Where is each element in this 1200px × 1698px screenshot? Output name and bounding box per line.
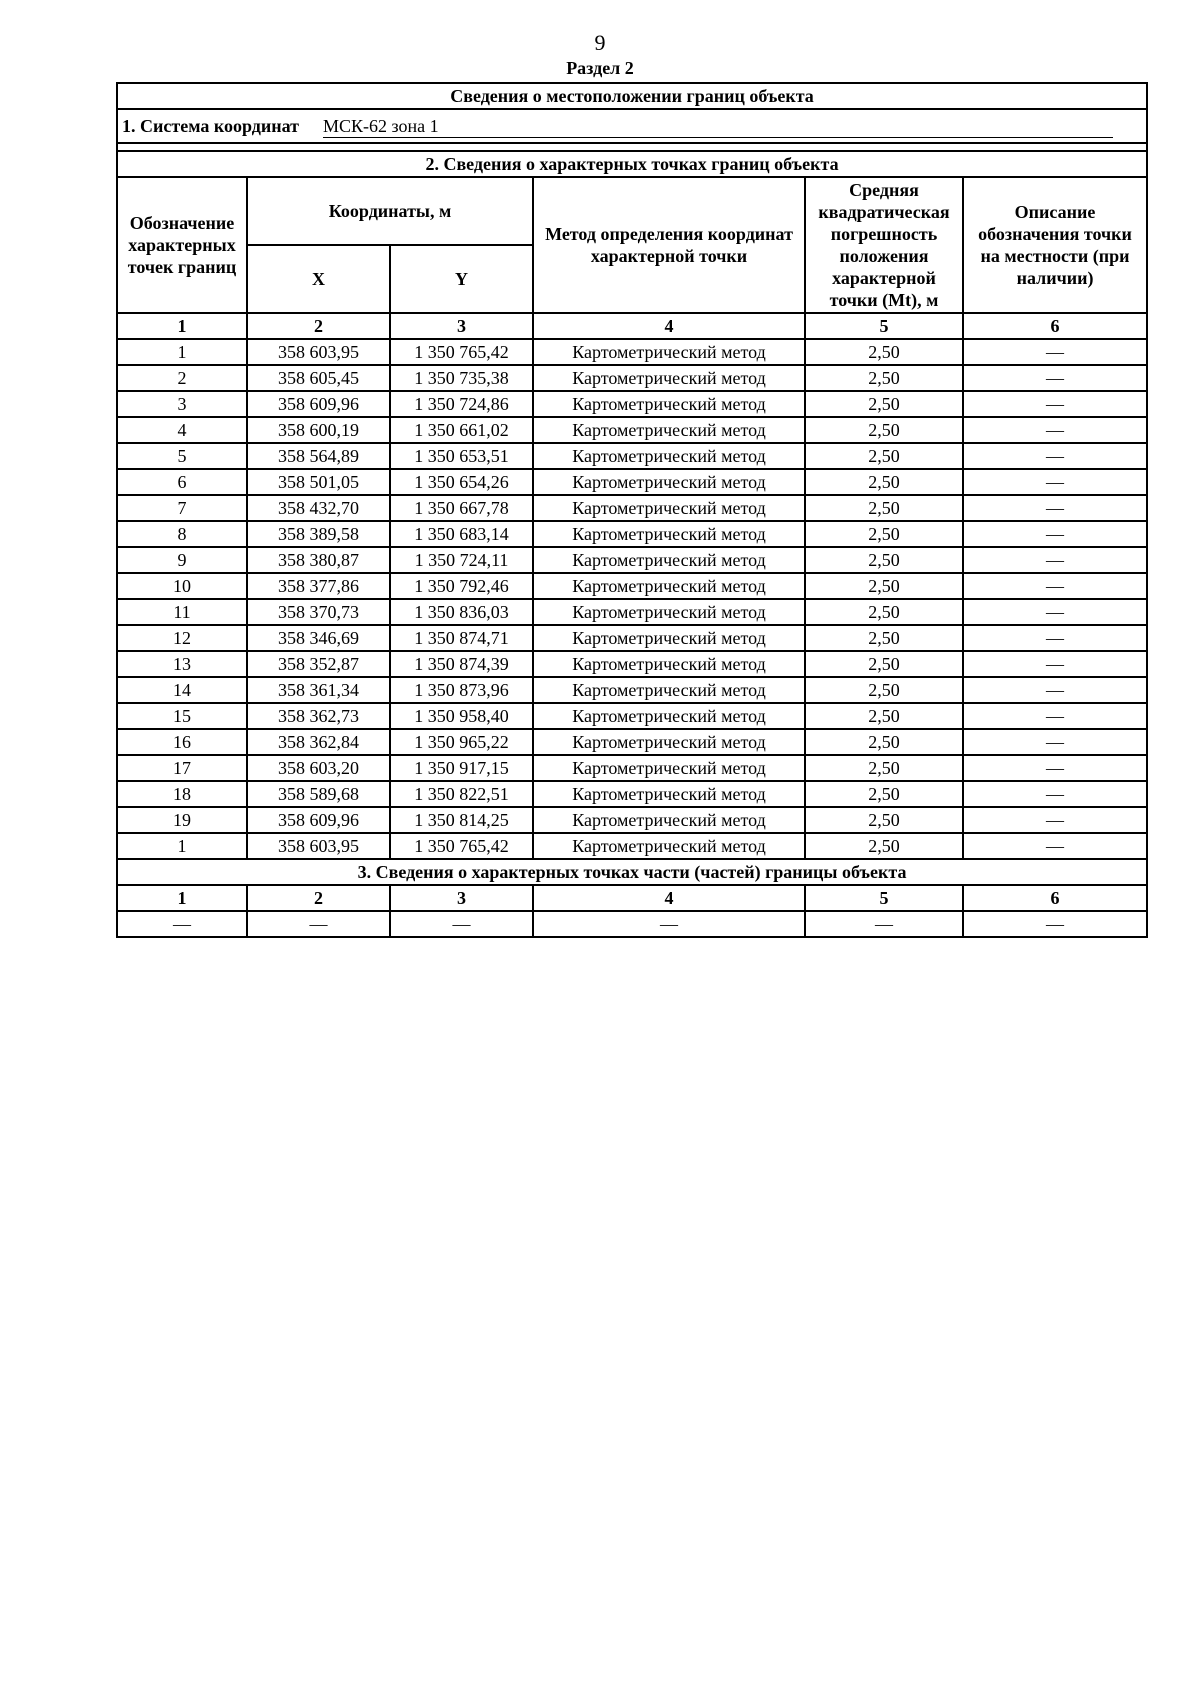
section-title: Раздел 2: [566, 58, 634, 78]
part3-column-numbers: [117, 885, 1147, 911]
part2-title: 2. Сведения о характерных точках границ объекта: [117, 151, 1147, 177]
table-row: [117, 391, 1147, 417]
column-number: 5: [805, 885, 963, 911]
method: Картометрический метод: [533, 755, 805, 781]
method: Картометрический метод: [533, 365, 805, 391]
method: Картометрический метод: [533, 625, 805, 651]
description: —: [963, 781, 1147, 807]
point-designation: 12: [117, 625, 247, 651]
point-designation: 16: [117, 729, 247, 755]
accuracy: 2,50: [805, 625, 963, 651]
table-row: [117, 339, 1147, 365]
description: —: [963, 365, 1147, 391]
coordinate-y: 1 350 814,25: [390, 807, 533, 833]
accuracy: 2,50: [805, 365, 963, 391]
table-row: [117, 495, 1147, 521]
coordinate-y: 1 350 683,14: [390, 521, 533, 547]
point-designation: 19: [117, 807, 247, 833]
table-row: [117, 807, 1147, 833]
boundary-table: [116, 82, 1148, 938]
accuracy: 2,50: [805, 781, 963, 807]
coordinate-x: 358 603,95: [247, 339, 390, 365]
column-number: 6: [963, 885, 1147, 911]
coordinate-y: 1 350 874,71: [390, 625, 533, 651]
accuracy: 2,50: [805, 755, 963, 781]
column-number: 5: [805, 313, 963, 339]
point-designation: 10: [117, 573, 247, 599]
header-coordinates: Координаты, м: [247, 177, 533, 245]
coordinate-x: 358 609,96: [247, 391, 390, 417]
accuracy: 2,50: [805, 677, 963, 703]
page-number: 9: [594, 30, 606, 55]
description: —: [963, 443, 1147, 469]
method: Картометрический метод: [533, 495, 805, 521]
accuracy: 2,50: [805, 833, 963, 859]
method: Картометрический метод: [533, 521, 805, 547]
method: Картометрический метод: [533, 807, 805, 833]
table-row: [117, 677, 1147, 703]
method: Картометрический метод: [533, 677, 805, 703]
accuracy: —: [805, 911, 963, 937]
description: —: [963, 911, 1147, 937]
accuracy: 2,50: [805, 339, 963, 365]
description: —: [963, 651, 1147, 677]
accuracy: 2,50: [805, 599, 963, 625]
point-designation: 3: [117, 391, 247, 417]
coordinate-x: 358 589,68: [247, 781, 390, 807]
coordinate-y: 1 350 735,38: [390, 365, 533, 391]
column-number: 4: [533, 313, 805, 339]
point-designation: 18: [117, 781, 247, 807]
method: Картометрический метод: [533, 339, 805, 365]
method: Картометрический метод: [533, 729, 805, 755]
coordinate-x: 358 370,73: [247, 599, 390, 625]
coordinate-x: 358 564,89: [247, 443, 390, 469]
coordinate-y: 1 350 661,02: [390, 417, 533, 443]
table-row: [117, 781, 1147, 807]
coordinate-x: 358 377,86: [247, 573, 390, 599]
table-row: [117, 469, 1147, 495]
coordinate-x: 358 352,87: [247, 651, 390, 677]
description: —: [963, 417, 1147, 443]
column-number: 3: [390, 313, 533, 339]
accuracy: 2,50: [805, 729, 963, 755]
description: —: [963, 729, 1147, 755]
coordinate-y: 1 350 917,15: [390, 755, 533, 781]
coordinate-x: 358 380,87: [247, 547, 390, 573]
point-designation: 7: [117, 495, 247, 521]
header-y: Y: [390, 245, 533, 313]
coordinate-x: 358 609,96: [247, 807, 390, 833]
coordinate-system-value: МСК-62 зона 1: [323, 115, 1113, 138]
method: Картометрический метод: [533, 573, 805, 599]
column-number: 6: [963, 313, 1147, 339]
method: Картометрический метод: [533, 547, 805, 573]
table-row: [117, 625, 1147, 651]
coordinate-y: 1 350 654,26: [390, 469, 533, 495]
accuracy: 2,50: [805, 391, 963, 417]
coordinate-y: 1 350 792,46: [390, 573, 533, 599]
table-row: [117, 417, 1147, 443]
method: Картометрический метод: [533, 703, 805, 729]
column-number: 1: [117, 313, 247, 339]
divider: [117, 143, 1147, 151]
method: Картометрический метод: [533, 469, 805, 495]
coordinate-y: —: [390, 911, 533, 937]
coordinate-x: 358 605,45: [247, 365, 390, 391]
coordinate-y: 1 350 836,03: [390, 599, 533, 625]
accuracy: 2,50: [805, 573, 963, 599]
coordinate-system-label: 1. Система координат: [122, 115, 299, 136]
header-description: Описание обозначения точки на местности (при наличии): [963, 177, 1147, 313]
coordinate-x: 358 603,95: [247, 833, 390, 859]
method: Картометрический метод: [533, 781, 805, 807]
method: Картометрический метод: [533, 391, 805, 417]
point-designation: 14: [117, 677, 247, 703]
accuracy: 2,50: [805, 495, 963, 521]
coordinate-system-row: [117, 109, 1147, 143]
accuracy: 2,50: [805, 443, 963, 469]
description: —: [963, 469, 1147, 495]
table-title: Сведения о местоположении границ объекта: [117, 83, 1147, 109]
method: Картометрический метод: [533, 417, 805, 443]
point-designation: 6: [117, 469, 247, 495]
column-number: 1: [117, 885, 247, 911]
coordinate-y: 1 350 724,86: [390, 391, 533, 417]
coordinate-y: 1 350 653,51: [390, 443, 533, 469]
method: Картометрический метод: [533, 651, 805, 677]
point-designation: 11: [117, 599, 247, 625]
part3-title: 3. Сведения о характерных точках части (частей) границы объекта: [117, 859, 1147, 885]
point-designation: 5: [117, 443, 247, 469]
header-method: Метод определения координат характерной точки: [533, 177, 805, 313]
column-number: 2: [247, 885, 390, 911]
table-row: [117, 521, 1147, 547]
table-row: [117, 755, 1147, 781]
coordinate-x: 358 600,19: [247, 417, 390, 443]
coordinate-x: 358 361,34: [247, 677, 390, 703]
accuracy: 2,50: [805, 521, 963, 547]
table-row: [117, 833, 1147, 859]
coordinate-x: 358 362,84: [247, 729, 390, 755]
coordinate-y: 1 350 822,51: [390, 781, 533, 807]
coordinate-y: 1 350 724,11: [390, 547, 533, 573]
description: —: [963, 339, 1147, 365]
method: —: [533, 911, 805, 937]
description: —: [963, 755, 1147, 781]
description: —: [963, 573, 1147, 599]
coordinate-y: 1 350 765,42: [390, 833, 533, 859]
coordinate-x: 358 389,58: [247, 521, 390, 547]
point-designation: —: [117, 911, 247, 937]
description: —: [963, 391, 1147, 417]
table-row: [117, 573, 1147, 599]
description: —: [963, 495, 1147, 521]
accuracy: 2,50: [805, 547, 963, 573]
point-designation: 4: [117, 417, 247, 443]
coordinate-y: 1 350 965,22: [390, 729, 533, 755]
table-row: [117, 729, 1147, 755]
coordinate-x: 358 346,69: [247, 625, 390, 651]
coordinate-y: 1 350 874,39: [390, 651, 533, 677]
point-designation: 17: [117, 755, 247, 781]
description: —: [963, 521, 1147, 547]
coordinate-x: 358 603,20: [247, 755, 390, 781]
table-row: [117, 651, 1147, 677]
method: Картометрический метод: [533, 599, 805, 625]
coordinate-y: 1 350 958,40: [390, 703, 533, 729]
point-designation: 2: [117, 365, 247, 391]
description: —: [963, 807, 1147, 833]
accuracy: 2,50: [805, 807, 963, 833]
description: —: [963, 625, 1147, 651]
point-designation: 8: [117, 521, 247, 547]
coordinate-x: —: [247, 911, 390, 937]
header-x: X: [247, 245, 390, 313]
table-row: [117, 599, 1147, 625]
point-designation: 9: [117, 547, 247, 573]
accuracy: 2,50: [805, 651, 963, 677]
table-row: [117, 365, 1147, 391]
accuracy: 2,50: [805, 417, 963, 443]
description: —: [963, 703, 1147, 729]
coordinate-x: 358 432,70: [247, 495, 390, 521]
column-number: 2: [247, 313, 390, 339]
coordinate-y: 1 350 765,42: [390, 339, 533, 365]
coordinate-y: 1 350 873,96: [390, 677, 533, 703]
method: Картометрический метод: [533, 443, 805, 469]
coordinate-x: 358 501,05: [247, 469, 390, 495]
table-row: [117, 547, 1147, 573]
accuracy: 2,50: [805, 469, 963, 495]
column-number: 3: [390, 885, 533, 911]
method: Картометрический метод: [533, 833, 805, 859]
header-accuracy: Средняя квадратическая погрешность положения характерной точки (Mt), м: [805, 177, 963, 313]
column-number: 4: [533, 885, 805, 911]
header-designation: Обозначение характерных точек границ: [117, 177, 247, 313]
coordinate-x: 358 362,73: [247, 703, 390, 729]
point-designation: 13: [117, 651, 247, 677]
point-designation: 1: [117, 339, 247, 365]
table-row: [117, 443, 1147, 469]
point-designation: 15: [117, 703, 247, 729]
accuracy: 2,50: [805, 703, 963, 729]
description: —: [963, 833, 1147, 859]
table-row: [117, 703, 1147, 729]
table-row: [117, 911, 1147, 937]
point-designation: 1: [117, 833, 247, 859]
coordinate-y: 1 350 667,78: [390, 495, 533, 521]
part2-column-numbers: [117, 313, 1147, 339]
description: —: [963, 677, 1147, 703]
description: —: [963, 547, 1147, 573]
description: —: [963, 599, 1147, 625]
